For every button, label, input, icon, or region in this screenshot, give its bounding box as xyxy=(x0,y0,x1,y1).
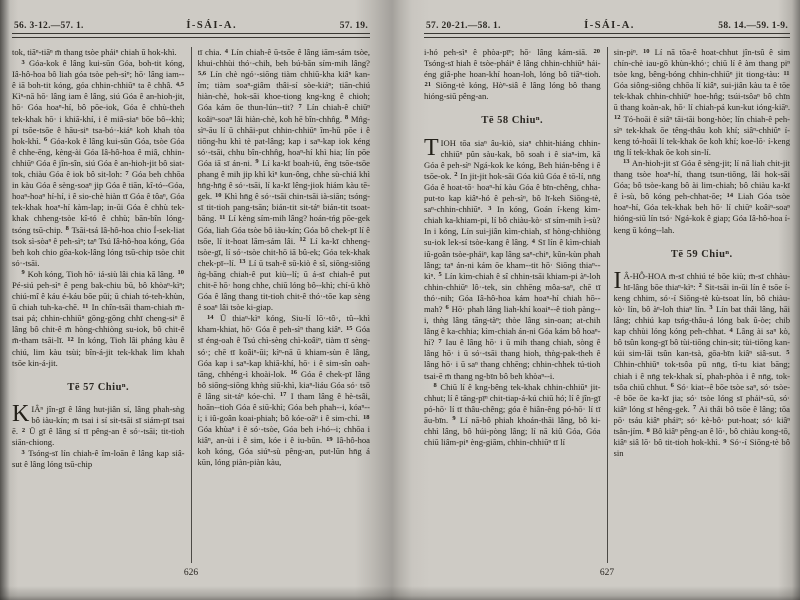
verse-number: 3 xyxy=(21,58,25,66)
verse-number: 5 xyxy=(786,348,790,356)
page-number: 626 xyxy=(183,568,199,578)
verse-number: 13 xyxy=(623,158,630,166)
verse-number: 5,6 xyxy=(198,69,207,77)
verse-number: 5 xyxy=(438,271,442,279)
text-columns xyxy=(424,47,790,563)
verse-number: 11 xyxy=(219,213,226,221)
verse-number: 2 xyxy=(698,282,702,290)
chapter-heading: Tē 58 Chiuⁿ. xyxy=(481,115,544,127)
verse-number: 8 xyxy=(65,225,69,232)
header-verse-range-left: 57. 20-21.—58. 1. xyxy=(426,21,501,31)
verse-number: 6 xyxy=(445,304,449,312)
header-verse-range-right: 58. 14.—59. 1-9. xyxy=(718,21,788,31)
chapter-heading: Tē 59 Chiuⁿ. xyxy=(670,248,733,260)
verse-number: 9 xyxy=(255,158,259,166)
verse-number: 19 xyxy=(326,435,333,443)
verse-number: 9 xyxy=(723,437,727,445)
verse-number: 14 xyxy=(207,313,214,321)
verse-number: 3 xyxy=(488,204,492,212)
column-divider xyxy=(191,47,192,563)
book-title: Í-SÁI-A. xyxy=(584,20,635,31)
verse-number: 9 xyxy=(21,269,25,277)
drop-cap: T xyxy=(424,134,439,161)
chapter-heading: Tē 57 Chiuⁿ. xyxy=(67,381,130,393)
paragraph: $^8$ Chiū lí ê kng-bêng tek-khak chhin-chhiūⁿ jit-chhut; lí ê tāng-pīⁿ chit-tiap-á-kú chiū hó; lí ê jîn-gī pó-hō· lí tī thâu-chêng; góa ê hiân-êng pó-hō· lí tī āu-bīn. $^9$ Lí nā-bô phiah khoán-thāi lâng, bô ki-chhì lâng, bô húi-pòng lâng; lí nā kiû Góa, Góa chiū liâm-piⁿ èng-giām, chhin-chhiūⁿ tī lí xyxy=(424,381,601,448)
verse-number: 21 xyxy=(424,80,431,88)
paragraph: I Â-HÔ-HOA m̄-sī chhiú té bōe kiù; m̄-sī chhàu-hī-lâng bōe thiaⁿ-kìⁿ: $^2$ Sit-tsāi in-ūi lín ê tsōe í-keng chhim, só·-í Siōng-tè kù-tsoat lín, bô chiàu-kò· lín, bô àⁿ-loh thiaⁿ lín. $^3$ Lín bat thâi lâng, hāi lâng; chhiú kap tsńg-thâu-á lóng bak û-òe; chib kap chhùi lóng kóng peh-chhat. $^4$ Lâng ài saⁿ kò, bô tsûn kong-gī bô tùi-tiōng chin-sit; tùi-tiōng kan-kúi sim-lāi tsûn kan-tsà, gōa-bīn kiâⁿ siâ-sut. $^5$ Chhin-chhiūⁿ tok-tsôa pū nn̄g, tî-tu kiat bāng; chiah i ê nn̄g tek-khak sí, phah-phòa i ê nn̄g, tok-tsôa chiū chhut. $^6$ Só· kiat--ê bōe tsòe saⁿ, só· tsòe--ê bōe ōe ka-kī jia; só· tsòe lóng sī pháiⁿ-sū, só· kiâⁿ lóng sī hêng-gek. $^7$ Ai thâi bô tsōe ê lâng; tōa pō· tsáu kiâⁿ pháiⁿ; só· kè-bô· put-hoat; só· kiâⁿ tsân-jím. $^8$ Bô kiâⁿ pêng-an ê lō·, bô chiàu kong-tō, kiâⁿ siâ lō· bô tit-tioh hok-khì. $^9$ Só·-í Siōng-tè bô sin xyxy=(613,267,790,459)
text-column xyxy=(614,47,791,563)
verse-number: 8 xyxy=(433,382,437,390)
text-column xyxy=(12,47,185,563)
verse-number: 8 xyxy=(344,114,349,122)
paragraph: i-hó peh-sìⁿ ê phòa-pīⁿ; hō· lâng kám-siā. $^{20}$ Tsóng-sī hiah ê tsòe-pháiⁿ ê lâng chhin-chhiūⁿ hái-éng giâ-phe hoan-khí hoan-loh, lóng bô tiāⁿ-tioh. $^{21}$ Siōng-tè kóng, Hòⁿ-siâ ê lâng lóng bô thang hióng-siū pêng-an. xyxy=(424,47,601,102)
verse-number: 7 xyxy=(438,337,442,345)
verse-number: 13 xyxy=(239,258,246,266)
paragraph: $^3$ Tsóng-sī lín chiah-ê îm-loān ê lâng kap siâ-sut ê lâng lóng tsū-chip xyxy=(12,448,185,470)
text-column xyxy=(198,47,371,563)
verse-number: 3 xyxy=(709,304,713,312)
verse-number: 10 xyxy=(643,47,650,55)
paragraph: $^{13}$ An-hioh-jit sī Góa ê sèng-jit; lí nā liah chit-jit thang tsòe hoaⁿ-hí, thang tsun-tiōng, lâi hok-sāi Góa; bô tsòe-kang bô ài lim-chiah; bô chiàu ka-kī ê ì-sù, bô kóng peh-chhat-ōe; $^{14}$ Liah Góa tsòe hoaⁿ-hí, Góa tek-khak beh hō· lí chiūⁿ koâiⁿ-soaⁿ hióng-siū lín tsó· Ngá-kok ê giap; Góa Iâ-hô-hoa í-keng ū kóng--lah. xyxy=(613,157,790,235)
paragraph: $^9$ Koh kóng, Tioh hō· iá-siù lâi chia kā lâng. $^{10}$ Pé-siú peh-sìⁿ ê peng bak-chiu bū, bô khòaⁿ-kìⁿ; chiú-mî ê káu é-káu bōe pūi; ū chiah tó-teh-khùn, ū chiah tuh-ka-chē. $^{11}$ In chîn-tsāi tham-chiah m̄-tsai pá; chhin-chhiūⁿ gōng-gōng chhī cheng-siⁿ ê lâng bô chit-ê m̄ hòng-chhiòng su-iok, bô chit-ê m̄-tham tsāi-lī. $^{12}$ In kóng, Tioh lâi pháng kàu ê chiú, lim kàu tsùi; bîn-á-jit tek-khak lim khah tsōe kin-á-jit. xyxy=(12,268,185,368)
page-header xyxy=(12,20,370,31)
paragraph: tok, tiāⁿ-tiāⁿ m̄ thang tsòe pháiⁿ chiah ū hok-khì. xyxy=(12,47,177,57)
text-column xyxy=(424,47,601,563)
paragraph: $^3$ Góa-kok ê lâng kui-sūn Góa, boh-tit kóng, Iâ-hô-hoa bô liah góa tsòe peh-sìⁿ; hō· lâng iam--ê iā boh-tit kóng, góa chhin-chhiūⁿ ta ê chhâ. $^{4,5}$ Kìⁿ-nā hō· lâng iam ê lâng, siú Góa ê an-hioh-jit, hō· Góa hoaⁿ-hí, bô pōe-iok, Góa ê chhù-theh tek-khak hō· i khiā-khí, i ê miâ-siaⁿ bōe bô--khì; pí tsōe-tsōe ê hāu-siⁿ tsa-bó·-kiáⁿ koh khah tòa hok-khì. $^6$ Góa-kok ê lâng kui-sūn Góa, tsòe Góa ê chhe-ēng, kèng-ài Góa Iâ-hô-hoa ê miâ, chhin-chhiūⁿ Góa ê jîn-sîn, siú Góa ê an-hioh-jit bô siat-tok, chiàu Góa ê iok bô sit-loh: $^7$ Góa beh chhōa in kàu Góa ê sèng-soaⁿ jip Góa ê tiān, kî-tó--Góa, hoaⁿ-hoaⁿ hí-hí, i ê sio-chè hiàn tī Góa ê tôaⁿ, Góa tek-khak hoaⁿ-hí kàm-lap; in-ūi Góa ê chhù tek-khak chheng-tsòe kî-tó ê chhù; bān-bîn lóng-tsóng tsū-chip. $^8$ Tsāi-tsá Iâ-hô-hoa chio Í-sek-liat tsok sì-sòaⁿ ê peh-sìⁿ; taⁿ Tsú Iâ-hô-hoa kóng, Góa beh koh chio gōa-kok-lâng lóng tsū-chip tsòe chit só·-tsāi. xyxy=(12,58,185,268)
header-rule xyxy=(12,33,370,38)
paragraph: tī chia. $^4$ Lín chiah-ê ū-tsōe ê lâng iām-sám tsòe, khui-chhùi thó·-chih, beh bú-bān sím-mih lâng? $^{5,6}$ Lín chè ngó·-siōng tiàm chhiū-kha kiâⁿ kan-îm; tiàm soaⁿ-giâm thâi-sí sòe-kiáⁿ; tiān-chiú hiàn-chè, hok-sāi khoe-tiong kng-kng ê chioh; Góa kám ōe thun-lún--tit? $^7$ Lín chiah-ê chiūⁿ koâiⁿ-soaⁿ lâi hiàn-chè, koh hē bîn-chhn̂g. $^8$ Mn̂g-sìⁿ-āu lí ū chhāi-put chhin-chhiūⁿ îm-hū pōe i ê tiōng-hu khì tè pat-lâng; kap i saⁿ-kap iok kéng só·-tsāi, chhu bîn-chhn̂g, hoaⁿ-hí khì hia; lín pōe Góa iā sī án-ni. $^9$ Lí ka-kī boah-iû, ēng tsōe-tsōe phang ê mih jip khì kìⁿ kun-ông, chhe sù-chiá khì hn̄g-hn̄g ê só·-tsāi, lí ka-kī lêng-jiok hiám kàu tē-gek. $^{10}$ Khì hn̄g ê só·-tsāi chin-tsāi ià-siān; tsóng-sī tit-tioh pang-tsān; bián-tit sit-táⁿ bián-tit tsoat-bāng. $^{11}$ Lí kèng sím-mih lâng? hoán-tńg pōe-gek Góa, liah Góa tsòe bô iàu-kín; Góa bô chek-pī lí ê tsōe, lí it-hoat lām-sám lâi. $^{12}$ Lí ka-kī chheng-tsòe-gī, lí só·-tsòe chit-hō iā bû-ek; Góa tek-khak chek-pī--lí. $^{13}$ Lí ū tsah-ê sū-kiò ê sî, siōng-siōng ǹg-bāng chiah-ê put kiù--lí; ū á-sī chiah-ê put chit-ē hō· hong chhe, chiū lóng bô--khì; chí-ū khò Góa ê lâng thang tit-tioh chit-ê thó·-tōe kap sèng ê soaⁿ lâi tsòe ki-giap. xyxy=(197,47,370,313)
header-verse-range-right: 57. 19. xyxy=(339,21,368,31)
verse-number: 18 xyxy=(363,413,370,421)
verse-number: 10 xyxy=(214,191,222,199)
page-left xyxy=(12,20,370,592)
verse-number: 2 xyxy=(454,171,458,179)
paragraph: sin-piⁿ. $^{10}$ Lí nā tōa-ê hoat-chhut jîn-tsû ê sim chín-chè iau-gō khùn-khó·; chiū lí ê àm thang piⁿ tsòe kng, bêng-bóng chhin-chhiūⁿ jit tiong-tàu: $^{11}$ Góa siông-siông chhōa lí kiâⁿ, sui-jiân kàu ta ê tōe tek-khak chhin-chhiūⁿ hoe-hn̂g; tsúi-tsôaⁿ bô chīn ū thang koàn-ak, hō· lí chiah-pá kun-kut ióng-kiāⁿ. $^{12}$ Tó-hoāi ê siâⁿ tāi-tāi bong-hòe; lín chiah-ê peh-sìⁿ tek-khak ōe têng-thâu koh khí; siâⁿ-chhiûⁿ í-keng tó-hoāi lí tek-khak ōe koh khí; koe-lō· í-keng tn̄g lí tek-khak ōe koh sin-lí. xyxy=(613,47,790,157)
book-title: Í-SÁI-A. xyxy=(186,20,238,31)
verse-number: 12 xyxy=(299,236,306,244)
paragraph: $^{14}$ Ū thiaⁿ-kìⁿ kóng, Siu-lí lō·-tô·, tû--khì kham-khiat, hō· Góa ê peh-sìⁿ thang kiâⁿ. $^{15}$ Góa sī éng-oah ê Tsú chì-sèng chì-koâiⁿ, tiàm tī sèng-só·; chē tī koâiⁿ-ūi; kìⁿ-nā ū khiam-sùn ê lâng, Góa kap i saⁿ-kap khiā-khí, hō· i ê sim-sîn oah-tāng, chhéng-ì khoài-lok. $^{16}$ Góa ê chek-pī lâng bô siōng-siōng khǹg siū-khì, kiaⁿ-liáu Góa só· tsō ê lâng sit-táⁿ kóe-chì. $^{17}$ I tham lâng ê hè-tsâi, hoān--tioh Góa ê siū-khì; Góa beh phah--i, kóaⁿ--i; i iû-goân koai-phiah; bô kóe-oāⁿ i ê sim-chì. $^{18}$ Góa khùaⁿ i ê só·-tsòe, Góa beh i-hó--i; chhōa i kiâⁿ, an-ùi i ê sim, kóe i ê iu-būn. $^{19}$ Iâ-hô-hoa koh kóng, Góa siúⁿ-sù pêng-an, put-lūn hn̄g á kūn, lóng piàn-piàn kàu, xyxy=(197,313,370,468)
text-columns xyxy=(12,47,370,563)
drop-cap: K xyxy=(12,400,30,427)
verse-number: 15 xyxy=(345,324,353,332)
verse-number: 4 xyxy=(224,47,228,55)
header-verse-range-left: 56. 3-12.—57. 1. xyxy=(14,21,84,31)
verse-number: 2 xyxy=(21,426,26,434)
verse-number: 4 xyxy=(531,237,536,245)
verse-number: 14 xyxy=(726,191,734,199)
column-divider xyxy=(607,47,608,563)
header-rule xyxy=(424,33,790,38)
drop-cap: I xyxy=(613,267,622,294)
page-right xyxy=(424,20,790,592)
verse-number: 20 xyxy=(593,47,600,55)
paragraph: TIOH tōa siaⁿ âu-kiò, siaⁿ chhit-hiáng chhin-chhiūⁿ pûn sàu-kak, bô soah i ê siaⁿ-im, kā Góa ê peh-sìⁿ Ngá-kok ke kóng, Beh hián-bêng i ê tsōe-ok. $^2$ In jit-jit hok-sāi Góa kiû Góa ê tō-lí, nn̄g Góa ê hoat-tō· hoaⁿ-hí kàu Góa ê bīn-chêng, chha-put-to kap kiâⁿ-hó ê peh-sìⁿ, bô lī-keh Siōng-tè, saⁿ-chhin-chhiūⁿ. $^3$ In kóng, Goán í-keng kìm-chiah ka-khiam-pi, lí bô chiàu-kò· sī sím-mih ì-sù? In i kóng, Lín sui-jiân kìm-chiah, sī hòng-chhiòng su-iok lek-sí tsòe-kang ê lâng. $^4$ Sī lín ê kìm-chiah iû-goân tsòe-pháiⁿ, kap lâng saⁿ-chiⁿ, kûn-kùn phah lâng; taⁿ án-ni kám ōe kham--tit hō· Siōng thiaⁿ--kìⁿ. $^5$ Lín kìm-chiah ê sî chhin-tsāi khiam-pi àⁿ-loh chhin-chhiūⁿ lô·-tek, sin chhēng môa-saⁿ, chē tī thó·-nih; Góa Iâ-hô-hoa kám hoaⁿ-hí chiah hō--mah? $^6$ Hō· phah lâng liah-khí koaiⁿ--ê tioh pàng--i, thǹg lâng tāng-tàⁿ; thòe lâng sin-oan; at-chih lâng ê ka-chhia; kìm-chiah án-ni Góa kám bô hoaⁿ-hí? $^7$ Iau ê lâng hō· i ū mih thang chiah, sòng ê lâng hō· i ū só·-tsāi thang hioh, thǹg-pak-theh ê lâng hō· i ū saⁿ thang chhēng; chhin-chhek tú-tioh tsai-ē m̄ thang ng-bīn bô beh khòaⁿ--i. xyxy=(424,134,601,381)
verse-number: 11 xyxy=(82,302,89,310)
paragraph: KIÂⁿ jîn-gī ê lâng hut-jiân sí, lâng phah-sǹg bô iàu-kín; m̄ tsai i sí sit-tsāi sī siám-pī tsai ē. $^2$ Ū gī ê lâng sí tī pêng-an ê só·-tsāi; tit-tioh siān-chiong. xyxy=(12,400,185,448)
verse-number: 8 xyxy=(646,426,650,434)
verse-number: 4 xyxy=(729,326,733,334)
page-number: 627 xyxy=(599,568,615,578)
verse-number: 16 xyxy=(290,369,297,377)
verse-number: 12 xyxy=(614,114,621,122)
verse-number: 7 xyxy=(125,169,129,177)
verse-number: 6 xyxy=(43,136,48,144)
verse-number: 3 xyxy=(21,448,25,456)
verse-number: 17 xyxy=(279,391,287,399)
verse-number: 11 xyxy=(783,69,790,77)
verse-number: 6 xyxy=(670,382,674,390)
page-header xyxy=(424,20,790,31)
verse-number: 9 xyxy=(452,415,456,423)
verse-number: 10 xyxy=(177,269,184,277)
verse-number: 7 xyxy=(692,404,697,412)
verse-number: 4,5 xyxy=(175,80,184,88)
verse-number: 7 xyxy=(298,102,302,110)
verse-number: 12 xyxy=(67,335,74,343)
